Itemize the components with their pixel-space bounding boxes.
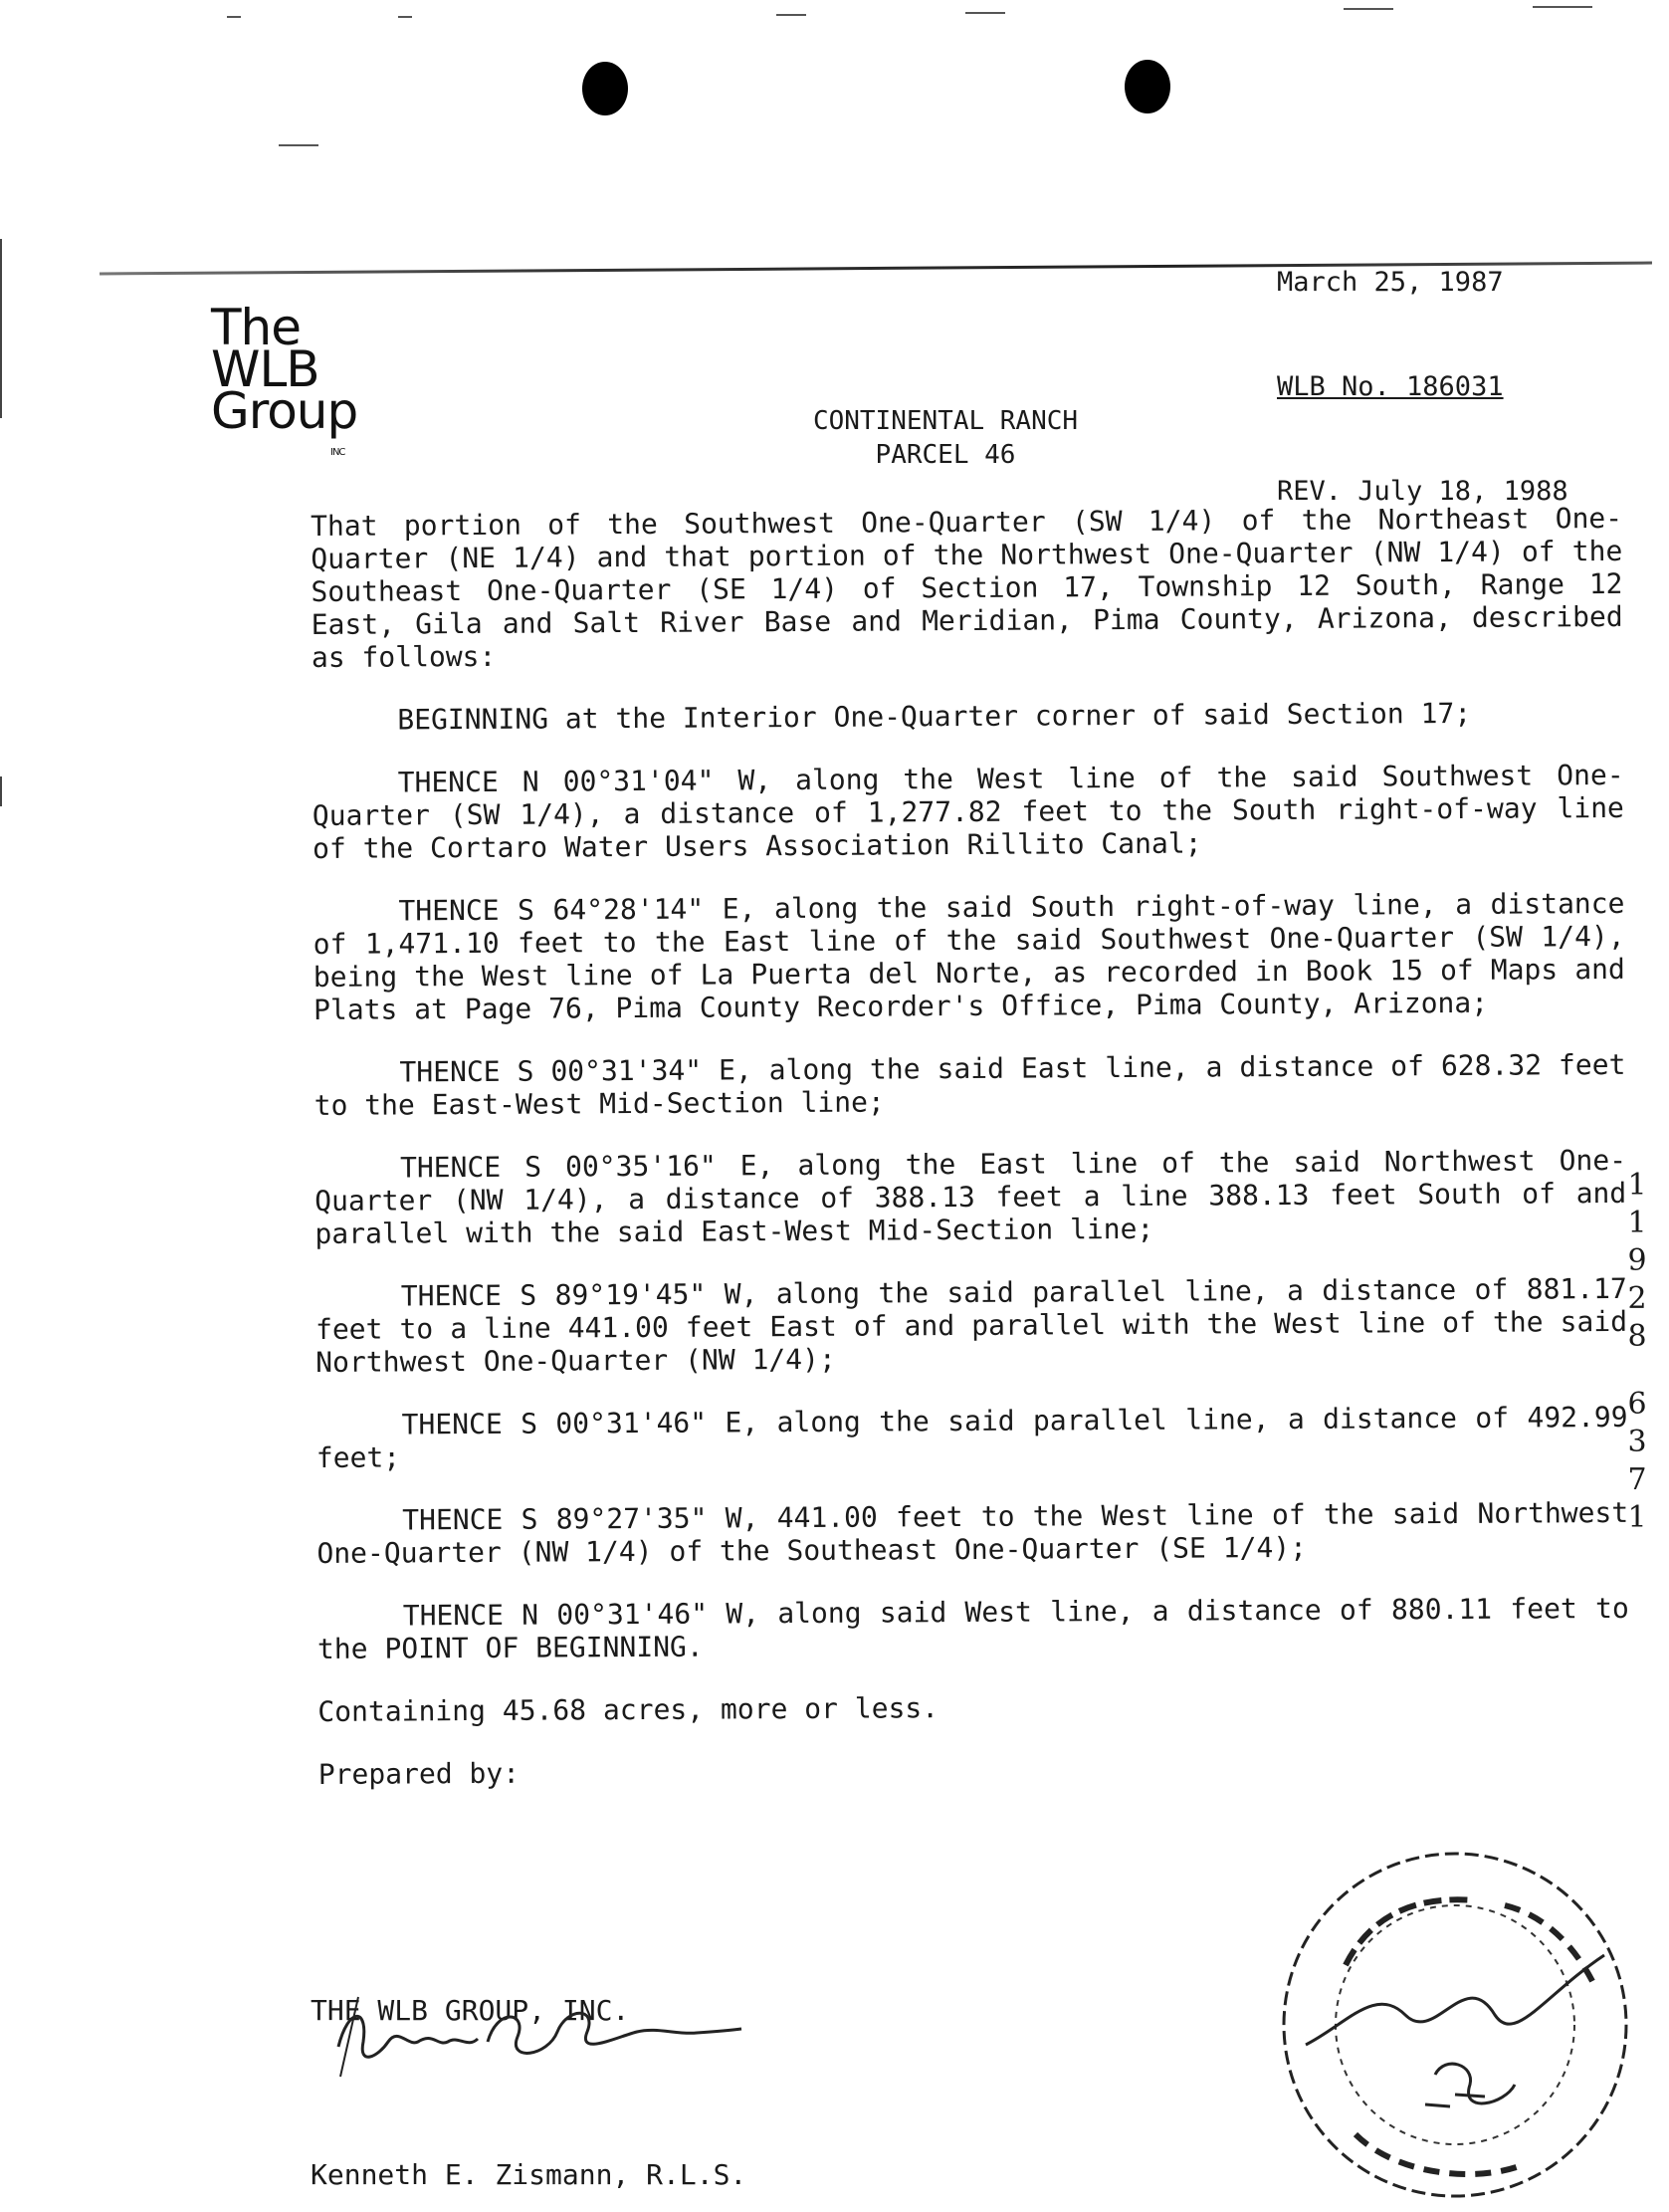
logo-line-the: The xyxy=(211,299,301,356)
paragraph-thence: THENCE S 89°27'35" W, 441.00 feet to the West line of the said Northwest One-Quarter (NW 1/4) of the Southeast One-Quarter (SE 1/4); xyxy=(316,1495,1629,1570)
handwritten-signature xyxy=(318,1987,746,2087)
scan-artifact xyxy=(1344,8,1393,10)
paragraph-thence: THENCE S 64°28'14" E, along the said South right-of-way line, a distance of 1,471.10 feet to the East line of the said Southwest One-Quarter (SW 1/4), being the West line of La Puerta del Norte, as recorded in Book 15 of Maps and Plats at Page 76, Pima County Recorder's Office, Pima County, Arizona; xyxy=(313,886,1625,1026)
paragraph-intro: That portion of the Southwest One-Quarter (SW 1/4) of the Northeast One-Quarter (NE 1/4) and that portion of the Northwest One-Quarter (NW 1/4) of the Southeast One-Quarter (SE 1/4) of Section 17, Township 12 South, Range 12 East, Gila and Salt River Base and Meridian, Pima County, Arizona, described as follows: xyxy=(311,501,1623,674)
paragraph-thence: THENCE S 00°31'34" E, along the said East line, a distance of 628.32 feet to the East-West Mid-Section line; xyxy=(313,1047,1626,1122)
margin-digit: 6 xyxy=(1627,1387,1647,1422)
paragraph-prepared-by: Prepared by: xyxy=(317,1756,521,1791)
logo-line-group: Group xyxy=(211,382,358,440)
margin-digit: 8 xyxy=(1627,1319,1647,1354)
document-header xyxy=(1277,195,1568,544)
paragraph-thence: THENCE S 00°31'46" E, along the said parallel line, a distance of 492.99 feet; xyxy=(315,1400,1628,1474)
scan-artifact xyxy=(776,14,806,16)
legal-description xyxy=(311,502,1630,1821)
surveyor-name: Kenneth E. Zismann, R.L.S. xyxy=(311,2158,747,2191)
title-line-2: PARCEL 46 xyxy=(875,440,1016,470)
logo-line-wlb: WLB xyxy=(211,340,319,398)
wlb-group-logo xyxy=(211,299,358,458)
margin-digit: 1 xyxy=(1627,1500,1647,1535)
scan-artifact xyxy=(398,16,412,18)
header-date: March 25, 1987 xyxy=(1277,267,1504,298)
margin-docket-number xyxy=(1622,1167,1652,1537)
scan-artifact xyxy=(965,12,1005,14)
scan-artifact xyxy=(0,776,2,806)
paragraph-thence: THENCE S 89°19'45" W, along the said parallel line, a distance of 881.17 feet to a line 441.00 feet East of and parallel with the West line of the said Northwest One-Quarter (NW 1/4); xyxy=(314,1271,1628,1379)
scan-artifact xyxy=(1533,6,1592,8)
document-title xyxy=(697,404,1194,472)
header-wlb-number: WLB No. 186031 xyxy=(1277,371,1504,402)
punch-hole-right xyxy=(1125,60,1170,113)
scan-artifact xyxy=(227,16,241,18)
scan-artifact xyxy=(0,239,2,418)
paragraph-thence: THENCE S 00°35'16" E, along the East line of the said Northwest One-Quarter (NW 1/4), a distance of 388.13 feet a line 388.13 feet South of and parallel with the said East-West Mid-Section line; xyxy=(314,1143,1627,1250)
margin-digit: 9 xyxy=(1627,1243,1647,1278)
paragraph-beginning: BEGINNING at the Interior One-Quarter corner of said Section 17; xyxy=(397,696,1472,737)
paragraph-acreage: Containing 45.68 acres, more or less. xyxy=(317,1691,939,1728)
surveyor-seal-stamp xyxy=(1276,1846,1634,2204)
margin-digit: 7 xyxy=(1627,1462,1647,1497)
scan-artifact xyxy=(279,144,318,146)
punch-hole-left xyxy=(582,62,628,115)
margin-digit: 1 xyxy=(1627,1206,1647,1240)
margin-digit: 2 xyxy=(1627,1281,1647,1316)
margin-digit: 1 xyxy=(1627,1168,1647,1203)
paragraph-thence: THENCE N 00°31'46" W, along said West line, a distance of 880.11 feet to the POINT OF BEGINNING. xyxy=(316,1591,1629,1665)
header-revision: REV. July 18, 1988 xyxy=(1277,476,1568,507)
title-line-1: CONTINENTAL RANCH xyxy=(812,406,1079,436)
margin-digit: 3 xyxy=(1627,1425,1647,1459)
logo-inc: INC xyxy=(330,447,345,458)
paragraph-thence: THENCE N 00°31'04" W, along the West line of the said Southwest One-Quarter (SW 1/4), a distance of 1,277.82 feet to the South right-of-way line of the Cortaro Water Users Association Rillito Canal; xyxy=(312,758,1624,865)
company-name: THE WLB GROUP, INC. xyxy=(311,1994,630,2027)
